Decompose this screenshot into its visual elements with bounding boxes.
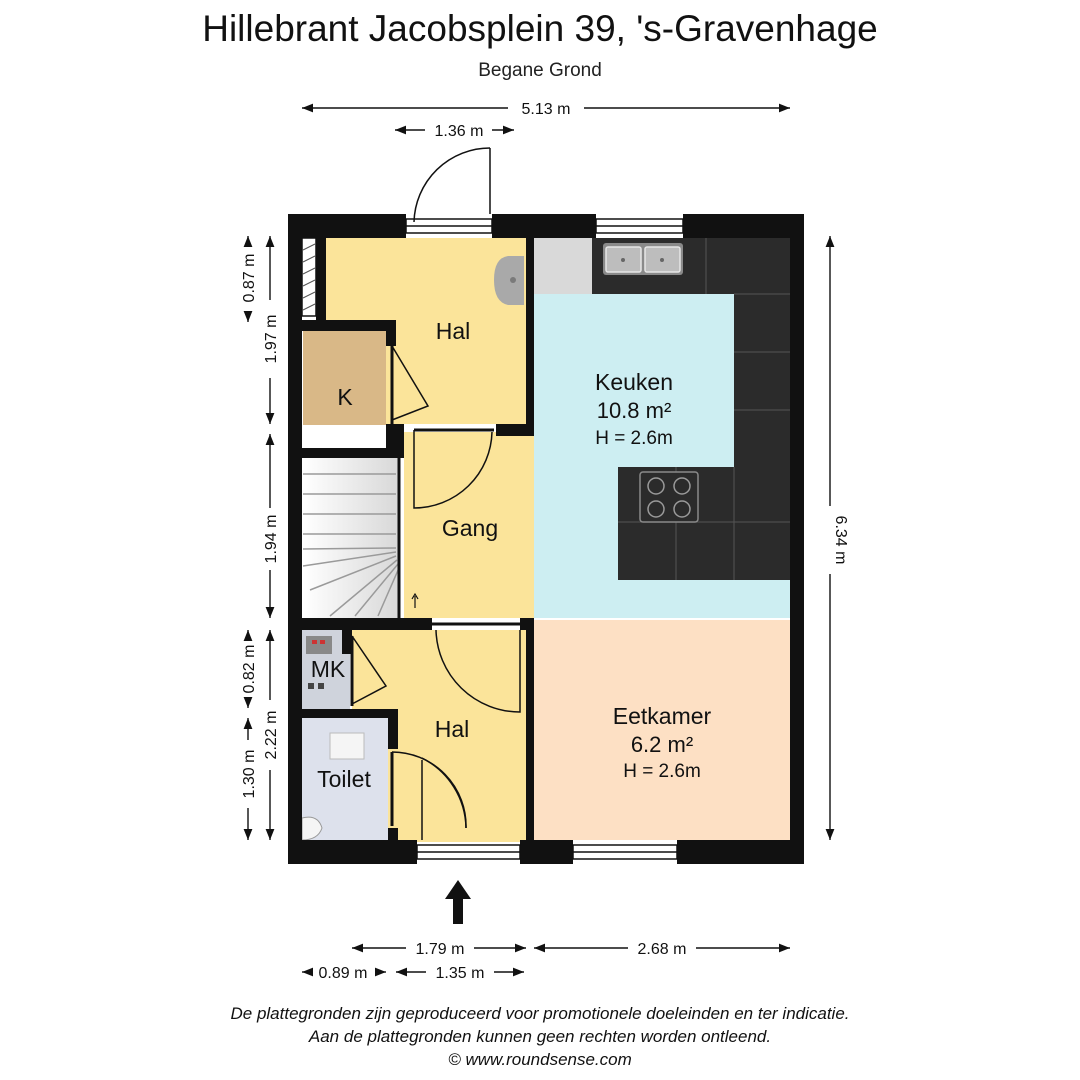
disclaimer-line-1: De plattegronden zijn geproduceerd voor promotionele doeleinden en ter indicatie. xyxy=(230,1004,850,1023)
vent-strip xyxy=(302,238,316,316)
dim-left-130: 1.30 m xyxy=(241,749,258,799)
area-eetkamer: 6.2 m² xyxy=(630,732,694,757)
dim-left-082: 0.82 m xyxy=(241,644,258,694)
floor-subtitle: Begane Grond xyxy=(478,60,602,81)
label-hal-bottom: Hal xyxy=(434,716,470,742)
label-gang: Gang xyxy=(441,515,499,541)
staircase xyxy=(303,458,418,618)
room-eetkamer xyxy=(534,620,790,840)
dim-bottom-268: 2.68 m xyxy=(637,941,687,958)
label-meterkast: MK xyxy=(310,656,346,682)
dim-left-194: 1.94 m xyxy=(263,514,280,564)
label-kast: K xyxy=(337,384,353,410)
dim-top-door: 1.36 m xyxy=(434,123,484,140)
dim-bottom-135: 1.35 m xyxy=(435,965,485,982)
dim-bottom-179: 1.79 m xyxy=(415,941,465,958)
dim-left-197: 1.97 m xyxy=(263,314,280,364)
height-keuken: H = 2.6m xyxy=(595,428,673,449)
dim-left-087: 0.87 m xyxy=(241,253,258,303)
height-eetkamer: H = 2.6m xyxy=(623,761,701,782)
entrance-arrow-icon xyxy=(445,880,471,924)
label-eetkamer: Eetkamer xyxy=(612,703,712,729)
label-toilet: Toilet xyxy=(317,766,371,792)
dim-right-total: 6.34 m xyxy=(832,515,849,565)
dim-top-total: 5.13 m xyxy=(521,101,571,118)
disclaimer xyxy=(0,1002,1080,1071)
cooktop-icon xyxy=(640,472,698,522)
disclaimer-line-2: Aan de plattegronden kunnen geen rechten worden ontleend. xyxy=(308,1027,772,1046)
washbasin xyxy=(494,256,524,305)
room-kast xyxy=(303,331,386,425)
label-keuken: Keuken xyxy=(594,369,674,395)
copyright-line: © www.roundsense.com xyxy=(448,1050,632,1069)
area-keuken: 10.8 m² xyxy=(596,398,672,423)
dim-left-222: 2.22 m xyxy=(263,710,280,760)
dim-bottom-089: 0.89 m xyxy=(318,965,368,982)
label-hal-top: Hal xyxy=(435,318,471,344)
kitchen-sink-icon xyxy=(603,243,683,275)
plan-title: Hillebrant Jacobsplein 39, 's-Gravenhage xyxy=(202,8,878,49)
